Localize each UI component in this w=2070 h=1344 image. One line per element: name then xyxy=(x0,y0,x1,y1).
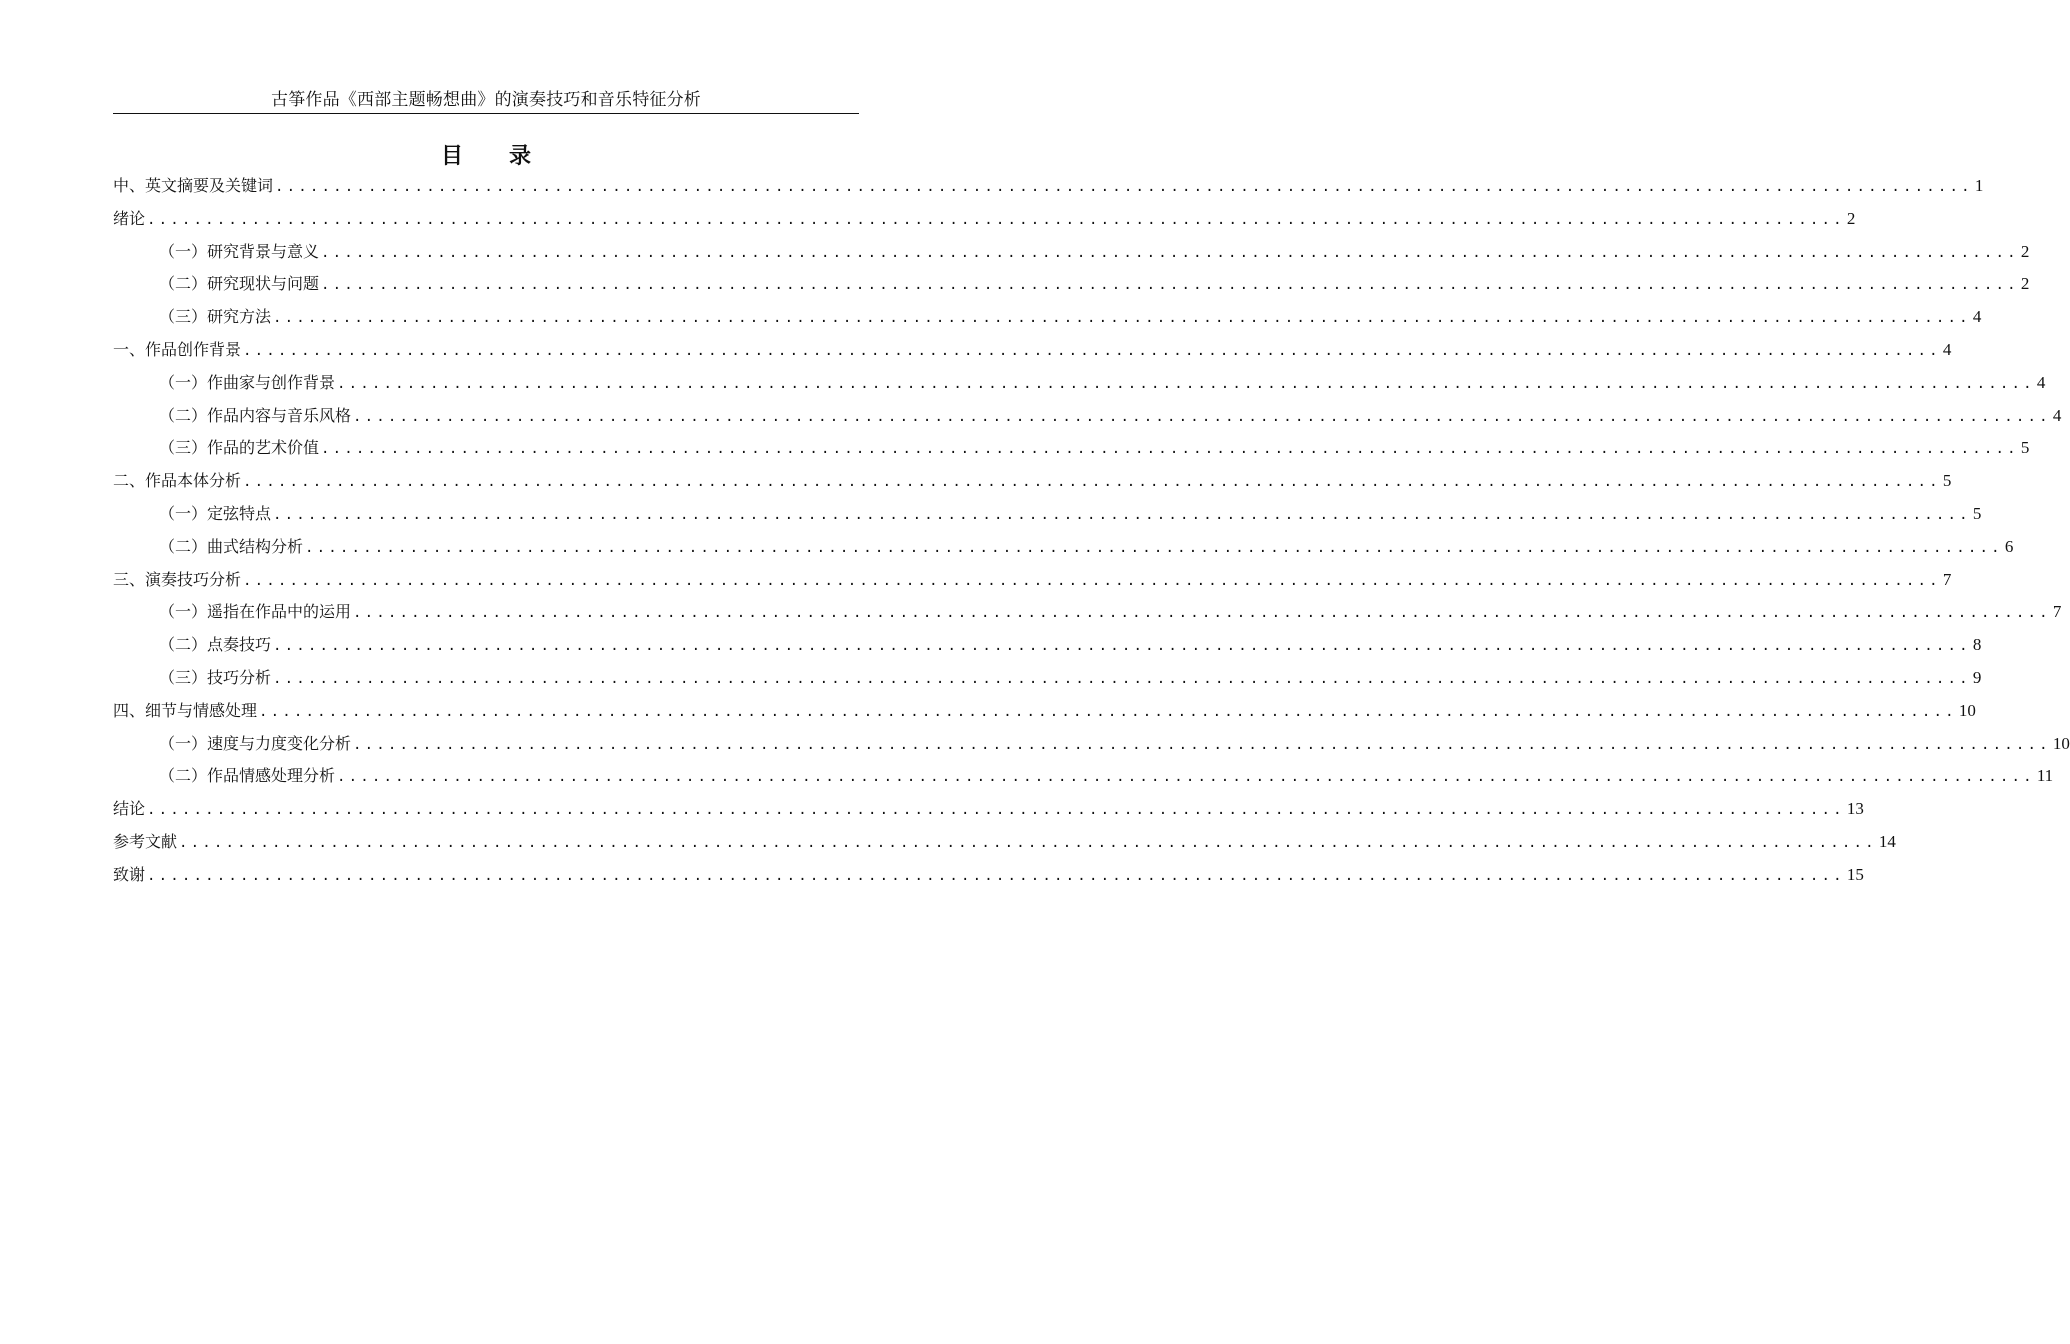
toc-entry-text: 绪论 xyxy=(113,208,146,228)
toc-page-number: 5 xyxy=(2020,438,2030,458)
toc-entry[interactable] xyxy=(113,301,1982,334)
toc-leader-dots: .................................................................................................................................................. xyxy=(243,474,1941,491)
toc-entry[interactable] xyxy=(113,793,1864,826)
toc-leader-dots: .................................................................................................................................................. xyxy=(243,572,1941,589)
toc-entry[interactable] xyxy=(113,859,1864,892)
toc-leader-dots: .................................................................................................................................................. xyxy=(337,769,2035,786)
toc-entry-text: （一）研究背景与意义 xyxy=(159,241,320,261)
toc-entry[interactable] xyxy=(113,268,2030,301)
toc-entry[interactable] xyxy=(113,531,2014,564)
toc-entry[interactable] xyxy=(113,203,1856,236)
toc-entry-text: （二）研究现状与问题 xyxy=(159,274,320,294)
toc-leader-dots: .................................................................................................................................................. xyxy=(321,244,2019,261)
toc-entry-text: 结论 xyxy=(113,799,146,819)
toc-entry[interactable] xyxy=(113,728,2070,761)
toc-entry[interactable] xyxy=(113,662,1982,695)
toc-entry-text: （二）曲式结构分析 xyxy=(159,536,304,556)
toc-leader-dots: .................................................................................................................................................. xyxy=(147,867,1845,884)
toc-entry[interactable] xyxy=(113,760,2054,793)
toc-title-left: 目 xyxy=(440,144,463,169)
toc-page-number: 4 xyxy=(1972,307,1982,327)
toc-page-number: 8 xyxy=(1972,635,1982,655)
toc-page-number: 2 xyxy=(2020,274,2030,294)
running-header: 古筝作品《西部主题畅想曲》的演奏技巧和音乐特征分析 xyxy=(271,90,701,110)
toc-page-number: 5 xyxy=(1942,471,1952,491)
toc-entry[interactable] xyxy=(113,400,2062,433)
toc-page-number: 9 xyxy=(1972,667,1982,687)
toc-leader-dots: .................................................................................................................................................. xyxy=(275,179,1973,195)
toc-leader-dots: .................................................................................................................................................. xyxy=(259,703,1957,720)
toc-entry[interactable] xyxy=(113,432,2030,465)
toc-page-number: 1 xyxy=(1974,176,1984,195)
toc-page-number: 2 xyxy=(2020,241,2030,261)
toc-page-number: 7 xyxy=(1942,569,1952,589)
toc-title-right: 录 xyxy=(509,144,532,169)
toc-page-number: 10 xyxy=(2052,733,2070,753)
toc-entry-text: （二）作品内容与音乐风格 xyxy=(159,405,352,425)
toc-leader-dots: .................................................................................................................................................. xyxy=(321,441,2019,458)
toc-entry[interactable] xyxy=(113,596,2062,629)
toc-page-number: 4 xyxy=(2052,405,2062,425)
toc-list xyxy=(113,170,2070,892)
toc-entry-text: 中、英文摘要及关键词 xyxy=(113,176,274,195)
toc-entry-text: （三）研究方法 xyxy=(159,307,272,327)
toc-leader-dots: .................................................................................................................................................. xyxy=(353,408,2051,425)
toc-entry-text: 二、作品本体分析 xyxy=(113,471,242,491)
toc-leader-dots: .................................................................................................................................................. xyxy=(353,605,2051,622)
toc-page-number: 11 xyxy=(2036,766,2054,786)
toc-page-number: 2 xyxy=(1846,208,1856,228)
toc-entry-text: 一、作品创作背景 xyxy=(113,339,242,359)
toc-entry-text: （三）作品的艺术价值 xyxy=(159,438,320,458)
toc-title xyxy=(113,140,859,174)
toc-page-number: 7 xyxy=(2052,602,2062,622)
toc-entry-text: （一）定弦特点 xyxy=(159,503,272,523)
toc-entry[interactable] xyxy=(113,826,1896,859)
toc-leader-dots: .................................................................................................................................................. xyxy=(305,539,2003,556)
toc-entry-text: 三、演奏技巧分析 xyxy=(113,569,242,589)
toc-leader-dots: .................................................................................................................................................. xyxy=(273,506,1971,523)
toc-entry-text: 四、细节与情感处理 xyxy=(113,700,258,720)
toc-leader-dots: .................................................................................................................................................. xyxy=(273,670,1971,687)
toc-leader-dots: .................................................................................................................................................. xyxy=(147,802,1845,819)
toc-entry-text: （二）点奏技巧 xyxy=(159,635,272,655)
toc-page-number: 6 xyxy=(2004,536,2014,556)
toc-leader-dots: .................................................................................................................................................. xyxy=(243,342,1941,359)
toc-entry[interactable] xyxy=(113,236,2030,269)
toc-page-number: 14 xyxy=(1878,831,1896,851)
toc-leader-dots: .................................................................................................................................................. xyxy=(321,277,2019,294)
toc-leader-dots: .................................................................................................................................................. xyxy=(273,310,1971,327)
toc-entry-text: （一）遥指在作品中的运用 xyxy=(159,602,352,622)
toc-entry-text: （一）速度与力度变化分析 xyxy=(159,733,352,753)
toc-entry[interactable] xyxy=(113,170,1984,203)
toc-entry-text: 参考文献 xyxy=(113,831,178,851)
toc-entry-text: （一）作曲家与创作背景 xyxy=(159,372,336,392)
toc-entry[interactable] xyxy=(113,695,1976,728)
toc-entry-text: 致谢 xyxy=(113,864,146,884)
toc-leader-dots: .................................................................................................................................................. xyxy=(273,638,1971,655)
toc-leader-dots: .................................................................................................................................................. xyxy=(147,211,1845,228)
toc-leader-dots: .................................................................................................................................................. xyxy=(353,736,2051,753)
toc-page-number: 13 xyxy=(1846,799,1864,819)
toc-page-number: 15 xyxy=(1846,864,1864,884)
toc-entry[interactable] xyxy=(113,498,1982,531)
toc-page-number: 5 xyxy=(1972,503,1982,523)
toc-page-number: 4 xyxy=(2036,372,2046,392)
toc-entry[interactable] xyxy=(113,629,1982,662)
toc-entry[interactable] xyxy=(113,367,2046,400)
toc-entry-text: （三）技巧分析 xyxy=(159,667,272,687)
toc-page-number: 10 xyxy=(1958,700,1976,720)
toc-entry[interactable] xyxy=(113,564,1952,597)
toc-page-number: 4 xyxy=(1942,339,1952,359)
toc-entry[interactable] xyxy=(113,465,1952,498)
toc-entry-text: （二）作品情感处理分析 xyxy=(159,766,336,786)
toc-leader-dots: .................................................................................................................................................. xyxy=(337,375,2035,392)
toc-leader-dots: .................................................................................................................................................. xyxy=(179,834,1877,851)
toc-entry[interactable] xyxy=(113,334,1952,367)
header-rule xyxy=(113,113,859,114)
